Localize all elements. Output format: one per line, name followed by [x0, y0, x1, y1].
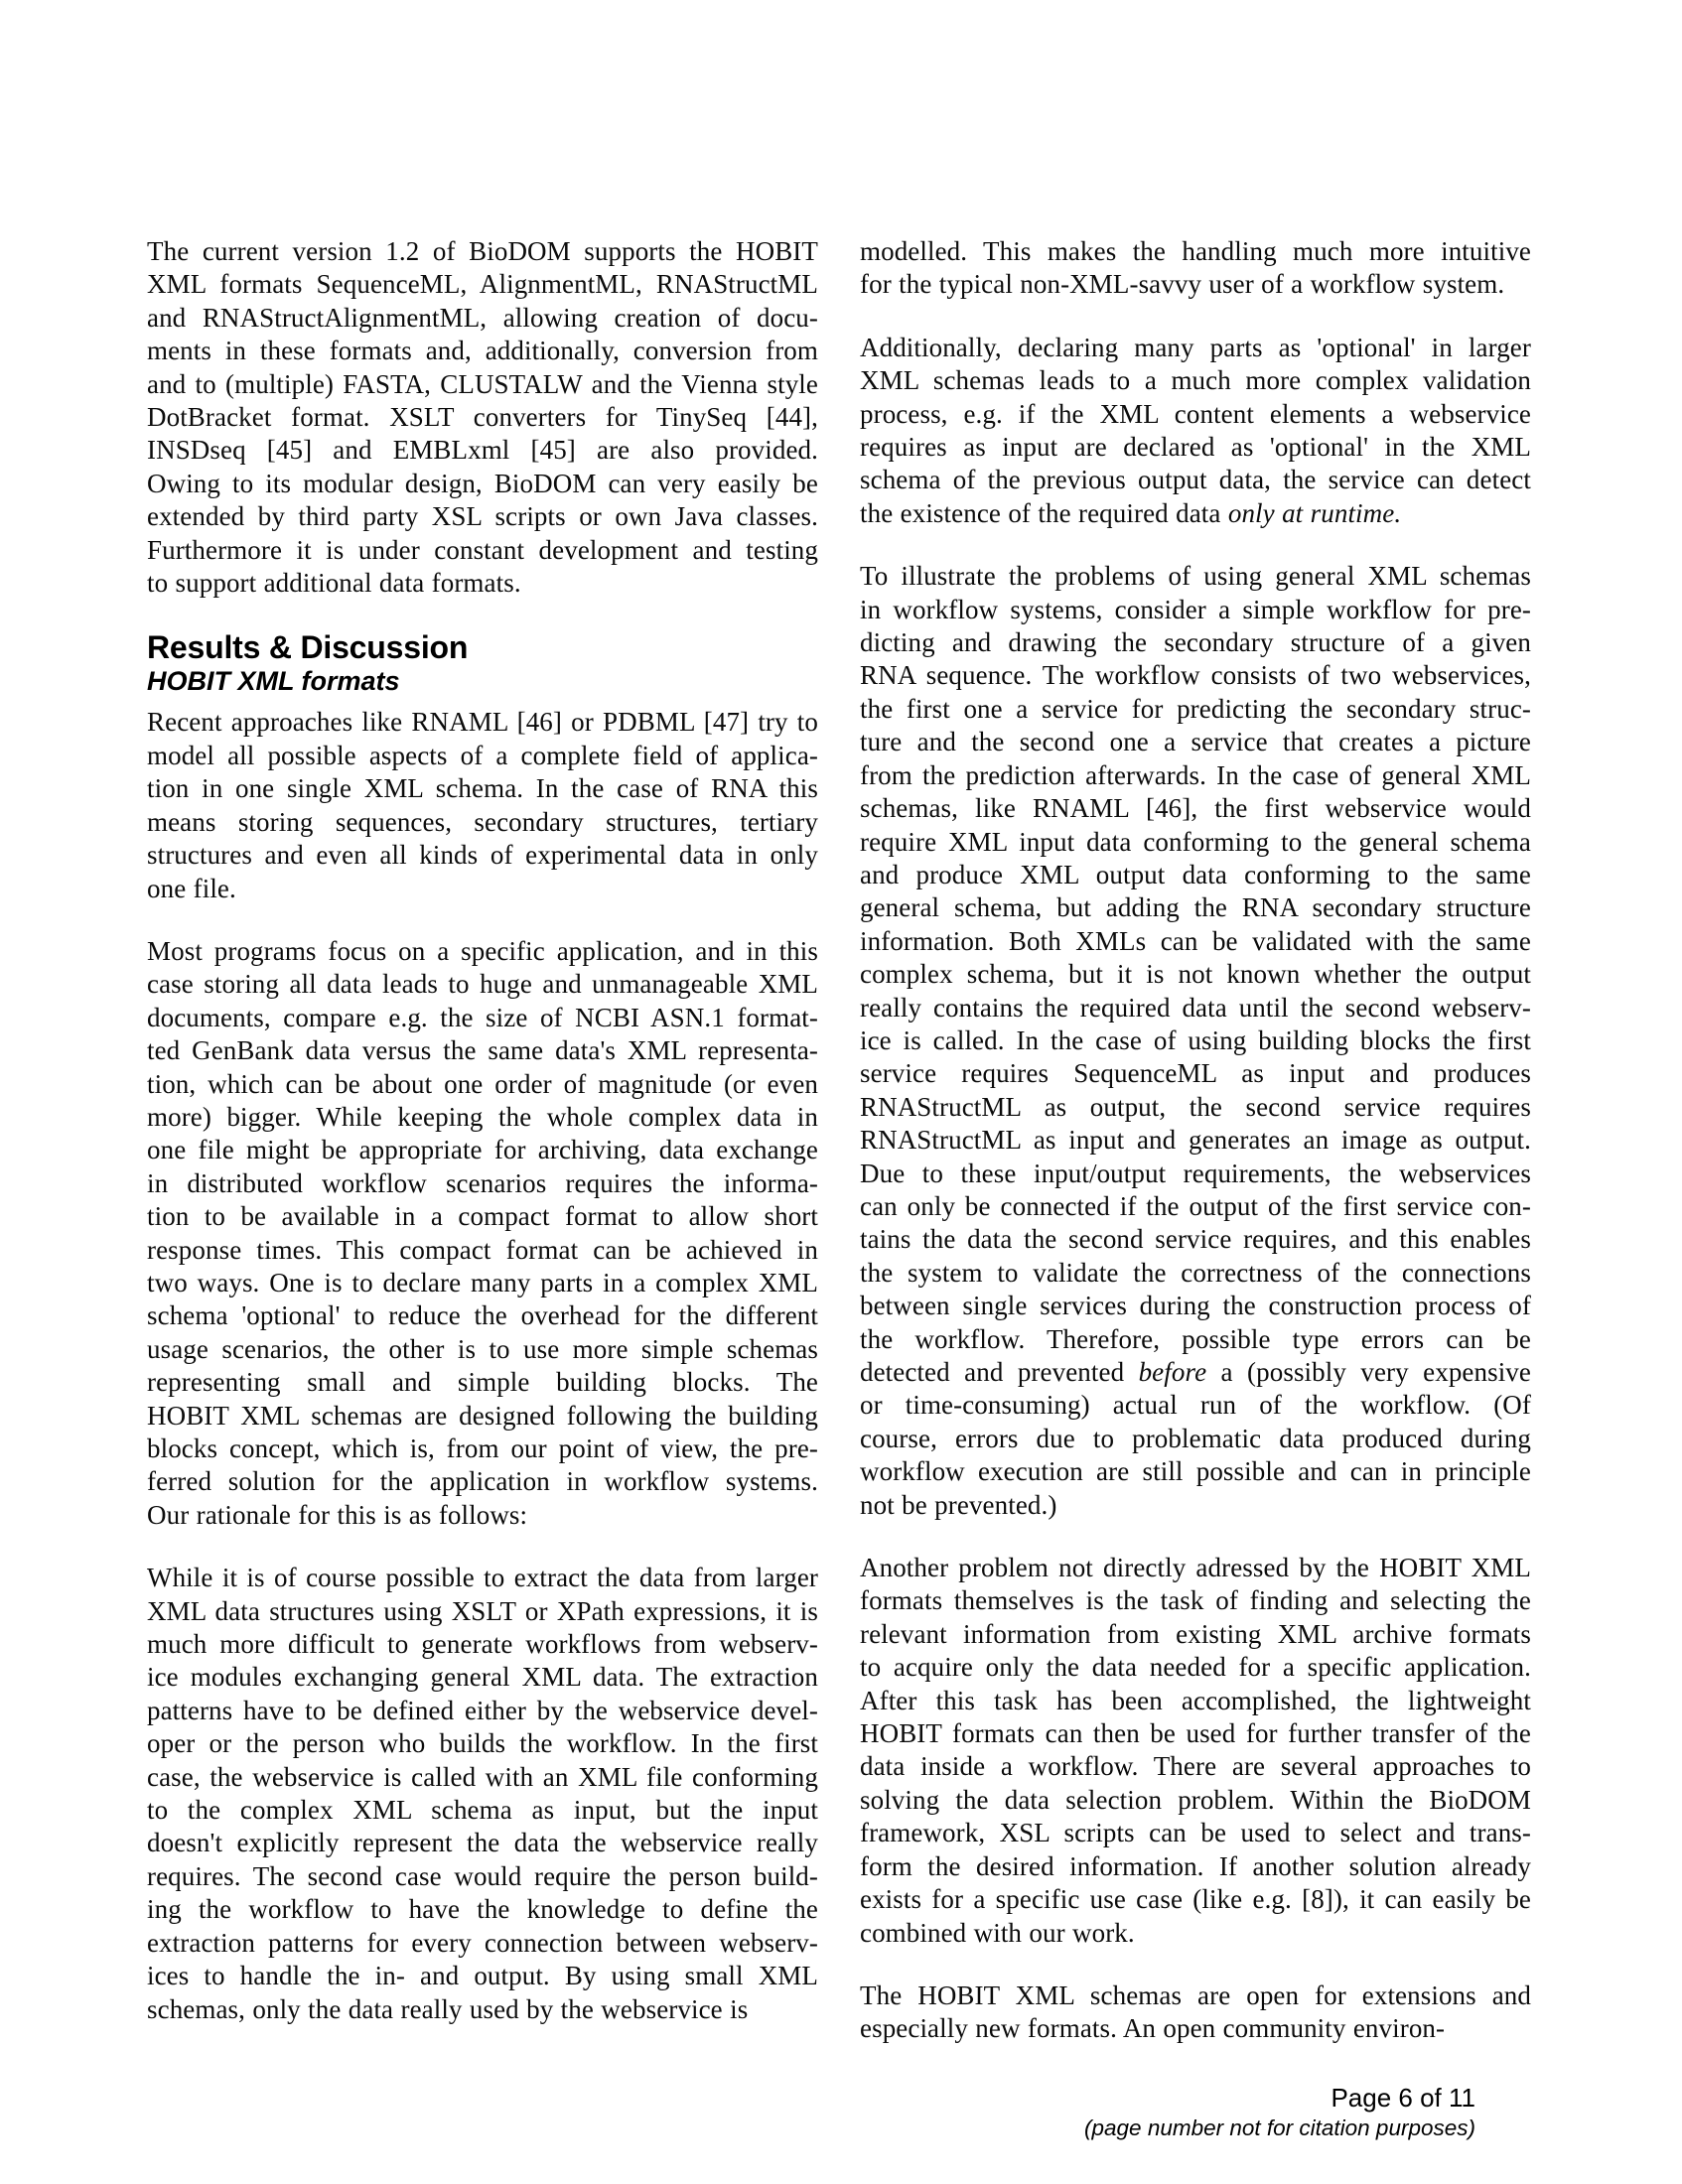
- text-line: Most programs focus on a specific application, and in this: [147, 935, 818, 966]
- text-line: the system to validate the correctness of the connections: [860, 1257, 1531, 1288]
- text-line: combined with our work.: [860, 1917, 1135, 1948]
- text-line: ferred solution for the application in workflow systems.: [147, 1466, 818, 1497]
- text-line: tion, which can be about one order of magnitude (or even: [147, 1068, 818, 1099]
- text-line: model all possible aspects of a complete field of applica-: [147, 740, 818, 770]
- text-line: Our rationale for this is as follows:: [147, 1499, 528, 1530]
- text-line: XML formats SequenceML, AlignmentML, RNAStructML: [147, 269, 818, 300]
- text-line: really contains the required data until the second webserv-: [860, 992, 1531, 1023]
- text-line: doesn't explicitly represent the data the webservice really: [147, 1828, 818, 1858]
- text-line: RNAStructML as input and generates an image as output.: [860, 1125, 1531, 1156]
- text-line: DotBracket format. XSLT converters for TinySeq [44],: [147, 402, 818, 433]
- paragraph: [860, 1979, 1531, 2046]
- text-line: workflow execution are still possible and can in principle: [860, 1456, 1531, 1487]
- text-line: the workflow. Therefore, possible type errors can be: [860, 1323, 1531, 1354]
- text-line: not be prevented.): [860, 1489, 1057, 1520]
- text-line: The HOBIT XML schemas are open for extensions and: [860, 1979, 1531, 2010]
- text-line: service requires SequenceML as input and produces: [860, 1058, 1531, 1089]
- text-line: data inside a workflow. There are several approaches to: [860, 1751, 1531, 1782]
- text-line: schema 'optional' to reduce the overhead for the different: [147, 1300, 818, 1331]
- text-line: RNA sequence. The workflow consists of two webservices,: [860, 660, 1531, 691]
- text-line: HOBIT formats can then be used for further transfer of the: [860, 1718, 1531, 1749]
- text-line: for the typical non-XML-savvy user of a workflow system.: [860, 269, 1505, 300]
- text-line: between single services during the construction process of: [860, 1291, 1531, 1321]
- text-line: usage scenarios, the other is to use more simple schemas: [147, 1333, 818, 1364]
- text-line: complex schema, but it is not known whether the output: [860, 959, 1531, 990]
- text-line: and to (multiple) FASTA, CLUSTALW and the Vienna style: [147, 368, 818, 399]
- text-line: patterns have to be defined either by the webservice devel-: [147, 1695, 818, 1725]
- text-line: schema of the previous output data, the service can detect: [860, 465, 1531, 495]
- text-line: especially new formats. An open community environ-: [860, 2013, 1446, 2044]
- text-line: While it is of course possible to extract the data from larger: [147, 1563, 818, 1593]
- text-line: and RNAStructAlignmentML, allowing creation of docu-: [147, 302, 818, 333]
- text-line: ice is called. In the case of using building blocks the first: [860, 1024, 1531, 1055]
- text-line: one file.: [147, 873, 236, 903]
- text-line: ice modules exchanging general XML data. The extraction: [147, 1662, 818, 1693]
- text-line: ing the workflow to have the knowledge to define the: [147, 1894, 818, 1925]
- text-line: the existence of the required data only at runtime.: [860, 497, 1402, 528]
- text-line: schemas, like RNAML [46], the first webservice would: [860, 793, 1531, 824]
- paragraph: [860, 560, 1531, 1522]
- text-line: Owing to its modular design, BioDOM can very easily be: [147, 468, 818, 498]
- text-line: After this task has been accomplished, the lightweight: [860, 1685, 1531, 1715]
- paragraph: [860, 1552, 1531, 1950]
- text-line: RNAStructML as output, the second service requires: [860, 1091, 1531, 1122]
- text-column-left: [147, 235, 818, 2026]
- text-line: case, the webservice is called with an XML file conforming: [147, 1761, 818, 1792]
- text-line: relevant information from existing XML archive formats: [860, 1618, 1531, 1649]
- text-line: to the complex XML schema as input, but the input: [147, 1795, 818, 1826]
- text-line: require XML input data conforming to the general schema: [860, 826, 1531, 857]
- text-line: can only be connected if the output of the first service con-: [860, 1190, 1531, 1221]
- text-line: tion to be available in a compact format to allow short: [147, 1201, 818, 1232]
- paragraph: [860, 332, 1531, 530]
- text-line: general schema, but adding the RNA secondary structure: [860, 892, 1531, 923]
- text-line: ments in these formats and, additionally, conversion from: [147, 336, 818, 366]
- text-line: oper or the person who builds the workflow. In the first: [147, 1728, 818, 1759]
- text-line: Another problem not directly adressed by the HOBIT XML: [860, 1553, 1531, 1583]
- text-line: Additionally, declaring many parts as 'optional' in larger: [860, 332, 1531, 362]
- text-line: ices to handle the in- and output. By using small XML: [147, 1961, 818, 1991]
- text-line: one file might be appropriate for archiving, data exchange: [147, 1135, 818, 1165]
- page-number-label: Page 6 of 11: [1331, 2083, 1475, 2113]
- text-line: more) bigger. While keeping the whole complex data in: [147, 1101, 818, 1132]
- text-line: XML data structures using XSLT or XPath expressions, it is: [147, 1595, 818, 1626]
- text-line: in distributed workflow scenarios requires the informa-: [147, 1167, 818, 1198]
- text-line: from the prediction afterwards. In the case of general XML: [860, 759, 1531, 790]
- page-footer: [1084, 2081, 1475, 2141]
- paragraph: [147, 235, 818, 600]
- text-line: ture and the second one a service that creates a picture: [860, 727, 1531, 757]
- text-line: solving the data selection problem. Within the BioDOM: [860, 1784, 1531, 1815]
- text-line: tains the data the second service requires, and this enables: [860, 1224, 1531, 1255]
- text-line: dicting and drawing the secondary structure of a given: [860, 627, 1531, 658]
- text-line: structures and even all kinds of experimental data in only: [147, 840, 818, 871]
- text-line: to support additional data formats.: [147, 568, 521, 599]
- text-line: formats themselves is the task of finding and selecting the: [860, 1585, 1531, 1616]
- text-line: in workflow systems, consider a simple workflow for pre-: [860, 594, 1531, 624]
- text-column-right: [860, 235, 1531, 2046]
- text-line: means storing sequences, secondary structures, tertiary: [147, 806, 818, 837]
- text-line: or time-consuming) actual run of the workflow. (Of: [860, 1390, 1531, 1421]
- text-line: two ways. One is to declare many parts in a complex XML: [147, 1267, 818, 1297]
- subsection-heading: HOBIT XML formats: [147, 666, 400, 697]
- text-line: HOBIT XML schemas are designed following the building: [147, 1400, 818, 1431]
- text-line: The current version 1.2 of BioDOM supports the HOBIT: [147, 236, 818, 266]
- text-line: blocks concept, which is, from our point of view, the pre-: [147, 1433, 818, 1463]
- text-line: the first one a service for predicting the secondary struc-: [860, 693, 1531, 724]
- section-heading: Results & Discussion: [147, 629, 469, 666]
- text-line: modelled. This makes the handling much more intuitive: [860, 236, 1531, 266]
- text-line: schemas, only the data really used by the webservice is: [147, 1993, 749, 2024]
- text-line: process, e.g. if the XML content elements a webservice: [860, 398, 1531, 429]
- text-line: representing small and simple building blocks. The: [147, 1367, 818, 1398]
- text-line: form the desired information. If another solution already: [860, 1850, 1531, 1881]
- paragraph: [860, 235, 1531, 302]
- text-line: Due to these input/output requirements, the webservices: [860, 1158, 1531, 1188]
- text-line: Furthermore it is under constant development and testing: [147, 534, 818, 565]
- text-line: much more difficult to generate workflows from webserv-: [147, 1629, 818, 1660]
- text-line: INSDseq [45] and EMBLxml [45] are also provided.: [147, 435, 818, 466]
- text-line: documents, compare e.g. the size of NCBI ASN.1 format-: [147, 1002, 818, 1032]
- citation-note: (page number not for citation purposes): [1084, 2116, 1475, 2140]
- text-line: tion in one single XML schema. In the case of RNA this: [147, 773, 818, 804]
- text-line: framework, XSL scripts can be used to select and trans-: [860, 1818, 1531, 1848]
- text-line: and produce XML output data conforming to the same: [860, 859, 1531, 889]
- paragraph: [147, 706, 818, 904]
- text-line: course, errors due to problematic data produced during: [860, 1423, 1531, 1453]
- text-line: XML schemas leads to a much more complex validation: [860, 365, 1531, 396]
- text-line: response times. This compact format can be achieved in: [147, 1234, 818, 1265]
- text-line: extraction patterns for every connection between webserv-: [147, 1927, 818, 1958]
- paragraph: [147, 1562, 818, 2026]
- text-line: requires as input are declared as 'optional' in the XML: [860, 432, 1531, 463]
- text-line: to acquire only the data needed for a specific application.: [860, 1652, 1531, 1683]
- text-line: ted GenBank data versus the same data's XML representa-: [147, 1035, 818, 1066]
- text-line: To illustrate the problems of using general XML schemas: [860, 561, 1531, 592]
- text-line: exists for a specific use case (like e.g. [8]), it can easily be: [860, 1884, 1531, 1915]
- text-line: information. Both XMLs can be validated with the same: [860, 925, 1531, 956]
- text-line: requires. The second case would require the person build-: [147, 1860, 818, 1891]
- text-line: case storing all data leads to huge and unmanageable XML: [147, 969, 818, 1000]
- text-line: extended by third party XSL scripts or own Java classes.: [147, 501, 818, 532]
- paragraph: [147, 935, 818, 1532]
- text-line: Recent approaches like RNAML [46] or PDBML [47] try to: [147, 707, 818, 738]
- text-line: detected and prevented before a (possibly very expensive: [860, 1357, 1531, 1387]
